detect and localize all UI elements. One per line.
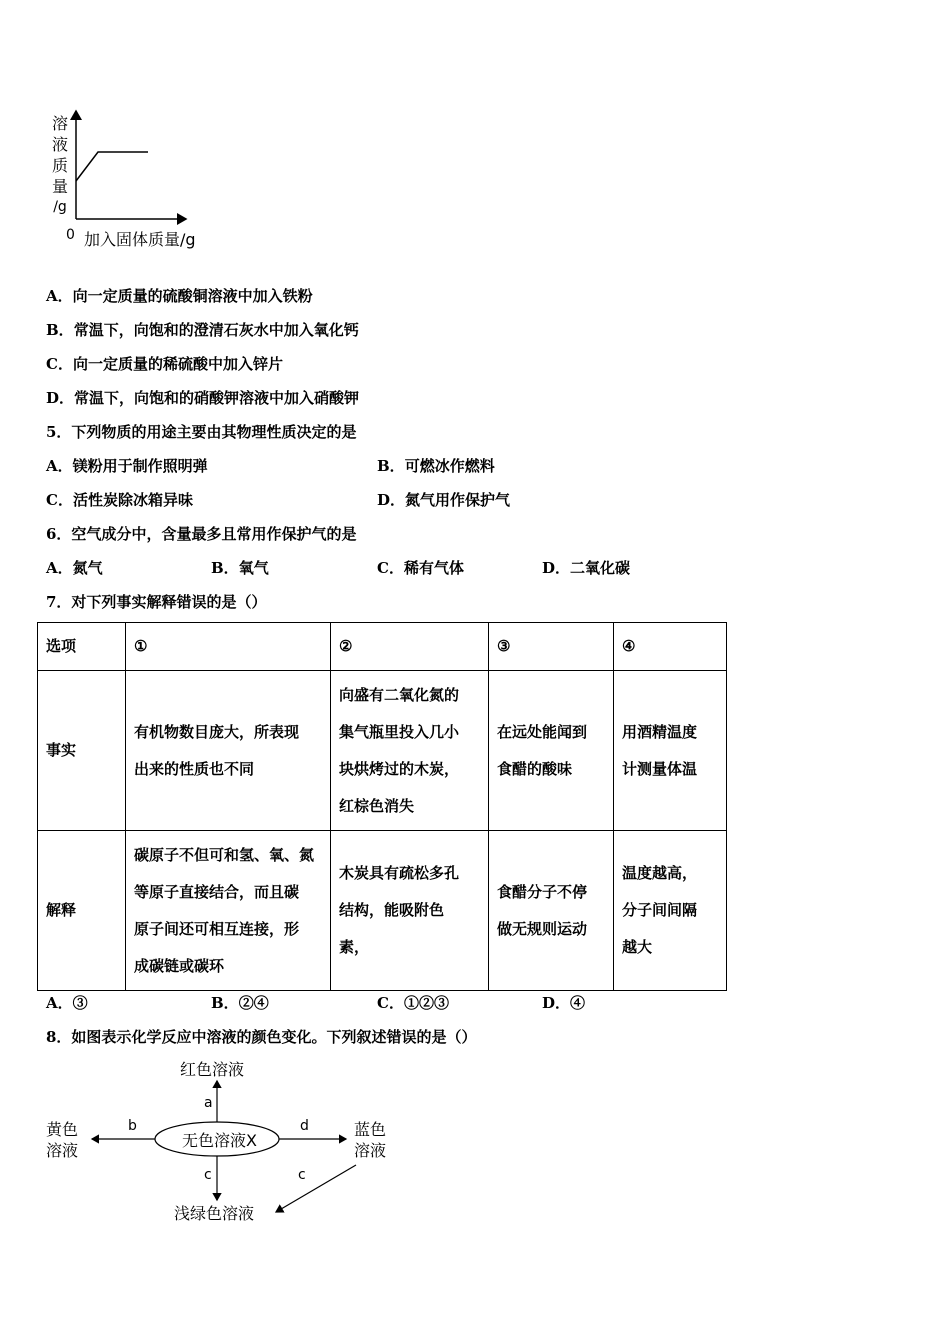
q7-fact-cell-4: 用酒精温度 计测量体温 bbox=[614, 671, 727, 831]
q7-explanation-cell-4: 温度越高， 分子间间隔 越大 bbox=[614, 831, 727, 991]
q5-option-d[interactable]: D．氮气用作保护气 bbox=[377, 491, 511, 509]
q7-header-4: ④ bbox=[614, 623, 727, 671]
q7-option-a[interactable]: A．③ bbox=[46, 994, 88, 1012]
q7-option-b[interactable]: B．②④ bbox=[211, 994, 269, 1012]
q5-option-a[interactable]: A．镁粉用于制作照明弹 bbox=[46, 457, 208, 475]
q6-option-c[interactable]: C．稀有气体 bbox=[377, 559, 464, 577]
q6-stem: 6．空气成分中，含量最多且常用作保护气的是 bbox=[46, 525, 357, 543]
q4-option-a[interactable]: A．向一定质量的硫酸铜溶液中加入铁粉 bbox=[46, 287, 313, 305]
q6-option-a[interactable]: A．氮气 bbox=[46, 559, 103, 577]
mass-graph bbox=[40, 105, 220, 255]
q7-fact-cell-3: 在远处能闻到 食醋的酸味 bbox=[489, 671, 614, 831]
arrow-a-label: a bbox=[204, 1095, 213, 1111]
q7-option-d[interactable]: D．④ bbox=[542, 994, 586, 1012]
arrow-d-label: d bbox=[300, 1118, 309, 1134]
q5-stem: 5．下列物质的用途主要由其物理性质决定的是 bbox=[46, 423, 357, 441]
origin-label: 0 bbox=[66, 227, 75, 243]
q7-header-3: ③ bbox=[489, 623, 614, 671]
arrow-c-blue bbox=[276, 1165, 356, 1212]
arrow-c-label-center: c bbox=[204, 1167, 212, 1183]
left-label: 黄色 溶液 bbox=[46, 1120, 79, 1160]
q7-row-label-fact: 事实 bbox=[38, 671, 126, 831]
q7-header-2: ② bbox=[331, 623, 489, 671]
bottom-label: 浅绿色溶液 bbox=[174, 1204, 255, 1223]
right-label: 蓝色 溶液 bbox=[354, 1120, 387, 1160]
q4-option-b[interactable]: B．常温下，向饱和的澄清石灰水中加入氧化钙 bbox=[46, 321, 359, 339]
arrow-c-label-blue: c bbox=[298, 1167, 306, 1183]
q7-table-header-row bbox=[38, 623, 727, 671]
x-axis-label: 加入固体质量/g bbox=[84, 230, 196, 249]
y-axis-label: 溶 液 质 量 /g bbox=[51, 114, 68, 215]
mass-curve bbox=[76, 152, 148, 181]
q6-option-d[interactable]: D．二氧化碳 bbox=[542, 559, 631, 577]
q5-option-b[interactable]: B．可燃冰作燃料 bbox=[377, 457, 495, 475]
q5-option-c[interactable]: C．活性炭除冰箱异味 bbox=[46, 491, 193, 509]
q7-explanation-cell-1: 碳原子不但可和氢、氧、氮 等原子直接结合，而且碳 原子间还可相互连接，形 成碳链或碳环 bbox=[126, 831, 331, 991]
q7-option-c[interactable]: C．①②③ bbox=[377, 994, 449, 1012]
center-label: 无色溶液X bbox=[182, 1131, 257, 1150]
q7-explanation-cell-2: 木炭具有疏松多孔 结构，能吸附色 素， bbox=[331, 831, 489, 991]
q7-fact-cell-1: 有机物数目庞大，所表现 出来的性质也不同 bbox=[126, 671, 331, 831]
q6-option-b[interactable]: B．氧气 bbox=[211, 559, 269, 577]
q7-fact-cell-2: 向盛有二氧化氮的 集气瓶里投入几小 块烘烤过的木炭， 红棕色消失 bbox=[331, 671, 489, 831]
q4-option-c[interactable]: C．向一定质量的稀硫酸中加入锌片 bbox=[46, 355, 283, 373]
q7-table bbox=[37, 622, 727, 991]
q7-stem: 7．对下列事实解释错误的是（） bbox=[46, 593, 267, 611]
q7-header-1: ① bbox=[126, 623, 331, 671]
color-change-diagram bbox=[40, 1055, 410, 1230]
q7-header-option: 选项 bbox=[38, 623, 126, 671]
arrow-b-label: b bbox=[128, 1118, 137, 1134]
q4-option-d[interactable]: D．常温下，向饱和的硝酸钾溶液中加入硝酸钾 bbox=[46, 389, 360, 407]
top-label: 红色溶液 bbox=[180, 1060, 245, 1079]
q7-table-row-explanation bbox=[38, 831, 727, 991]
q7-row-label-explanation: 解释 bbox=[38, 831, 126, 991]
q7-explanation-cell-3: 食醋分子不停 做无规则运动 bbox=[489, 831, 614, 991]
q7-table-row-fact bbox=[38, 671, 727, 831]
q8-stem: 8．如图表示化学反应中溶液的颜色变化。下列叙述错误的是（） bbox=[46, 1028, 477, 1046]
